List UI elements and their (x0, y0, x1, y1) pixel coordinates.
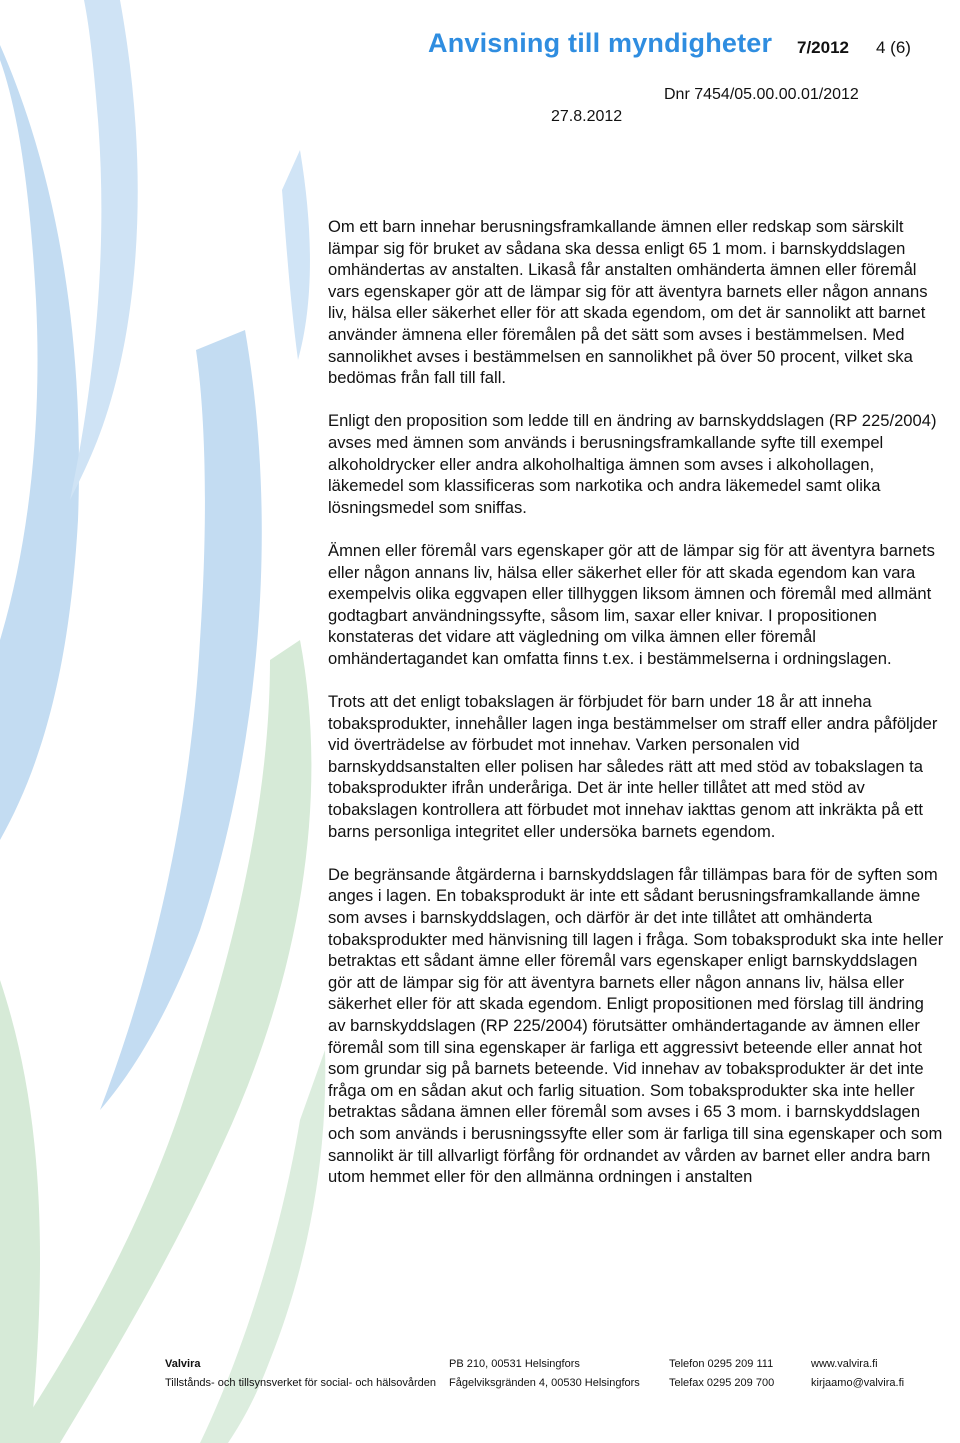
paragraph-1: Om ett barn innehar berusningsframkallande ämnen eller redskap som särskilt lämpar sig för bruket av sådana ska dessa enligt 65 1 mom. i barnskyddslagen omhändertas av anstalten. Likaså får anstalten omhänderta ämnen eller föremål vars egenskaper gör att de lämpar sig för att äventyra barnets eller någon annans liv, hälsa eller säkerhet eller för att skada egendom, om det är sannolikt att barnet använder ämnena eller föremålen på det sätt som avses i bestämmelsen. Med sannolikhet avses i bestämmelsen en sannolikhet på över 50 procent, vilket ska bedömas från fall till fall. (328, 217, 928, 388)
decorative-background-waves (0, 0, 330, 1443)
paragraph-4: Trots att det enligt tobakslagen är förbjudet för barn under 18 år att inneha tobaksprodukter, innehåller lagen inga bestämmelser om straff eller andra påföljder vid överträdelse av förbudet mot innehav. Varken personalen vid barnskyddsanstalten eller polisen har således rätt att med stöd av tobakslagen ta tobaksprodukter ifrån underåriga. Det är inte heller tillåtet att med stöd av tobakslagen kontrollera att förbudet mot innehav iakttas genom att inkräkta på ett barns personliga integritet eller undersöka barnets egendom. (328, 692, 938, 841)
paragraph-5: De begränsande åtgärderna i barnskyddslagen får tillämpas bara för de syften som anges i lagen. En tobaksprodukt är inte ett sådant berusningsframkallande ämne som avses i barnskyddslagen, och därför är det inte tillåtet att omhänderta tobaksprodukter med hänvisning till lagen i fråga. Som tobaksprodukt ska inte heller betraktas ett sådant ämne eller föremål vars egenskaper enligt barnskyddslagen gör att de lämpar sig för att äventyra barnets eller någon annans liv, hälsa eller säkerhet eller för att skada egendom. Enligt propositionen med förslag till ändring av barnskyddslagen (RP 225/2004) förutsätter omhändertagande av ämnen eller föremål som till sina egenskaper är farliga ett aggressivt beteende eller annat hot som grundar sig på barnets beteende. Vid innehav av tobaksprodukter är det inte fråga om en sådan akut och farlig situation. Som tobaksprodukter ska inte heller betraktas sådana ämnen eller föremål som avses i 65 3 mom. i barnskyddslagen och som används i berusningssyfte eller som är farliga till sina egenskaper och som sannolikt är till allvarligt förfång för ordnandet av vården av barnet eller andra barn utom hemmet eller för den allmänna ordningen i anstalten (328, 864, 944, 1187)
blue-wave-top-right (70, 0, 138, 500)
paragraph-2: Enligt den proposition som ledde till en ändring av barnskyddslagen (RP 225/2004) avses med ämnen som används i berusningsframkallande syfte till exempel alkoholdrycker eller andra alkoholhaltiga ämnen som avses i alkohollagen, läkemedel som klassificeras som narkotika och andra läkemedel samt olika lösningsmedel som sniffas. (328, 411, 937, 517)
registry-number: Dnr 7454/05.00.00.01/2012 (664, 86, 859, 103)
footer-street-address: Fågelviksgränden 4, 00530 Helsingfors (449, 1377, 640, 1389)
footer-email-link[interactable]: kirjaamo@valvira.fi (811, 1377, 905, 1389)
page-footer (165, 1358, 955, 1398)
paragraph-3: Ämnen eller föremål vars egenskaper gör att de lämpar sig för att äventyra barnets eller någon annans liv, hälsa eller säkerhet eller för att skada egendom kan vara exempelvis olika eggvapen eller tillhyggen liksom ämnen och föremål med allmänt godtagbart användningssyfte, såsom lim, saxar eller knivar. I propositionen konstateras det vidare att vägledning om vilka ämnen eller föremål omhändertagandet kan omfatta finns t.ex. i bestämmelserna i ordningslagen. (328, 540, 935, 668)
green-wave-left (0, 980, 40, 1443)
footer-org-full: Tillstånds- och tillsynsverket för social- och hälsovården (165, 1377, 437, 1389)
document-date: 27.8.2012 (551, 108, 623, 125)
edition-number: 7/2012 (797, 38, 849, 57)
footer-fax: Telefax 0295 209 700 (669, 1377, 775, 1389)
page-number: 4 (6) (876, 38, 911, 57)
blue-wave-top (0, 45, 79, 840)
footer-website-link[interactable]: www.valvira.fi (811, 1358, 878, 1370)
blue-wave-upper-right (282, 150, 310, 360)
footer-postal-address: PB 210, 00531 Helsingfors (449, 1358, 580, 1370)
document-title: Anvisning till myndigheter (428, 28, 773, 58)
body-text (328, 216, 944, 1209)
footer-org: Valvira (165, 1358, 201, 1370)
footer-phone: Telefon 0295 209 111 (669, 1358, 774, 1370)
